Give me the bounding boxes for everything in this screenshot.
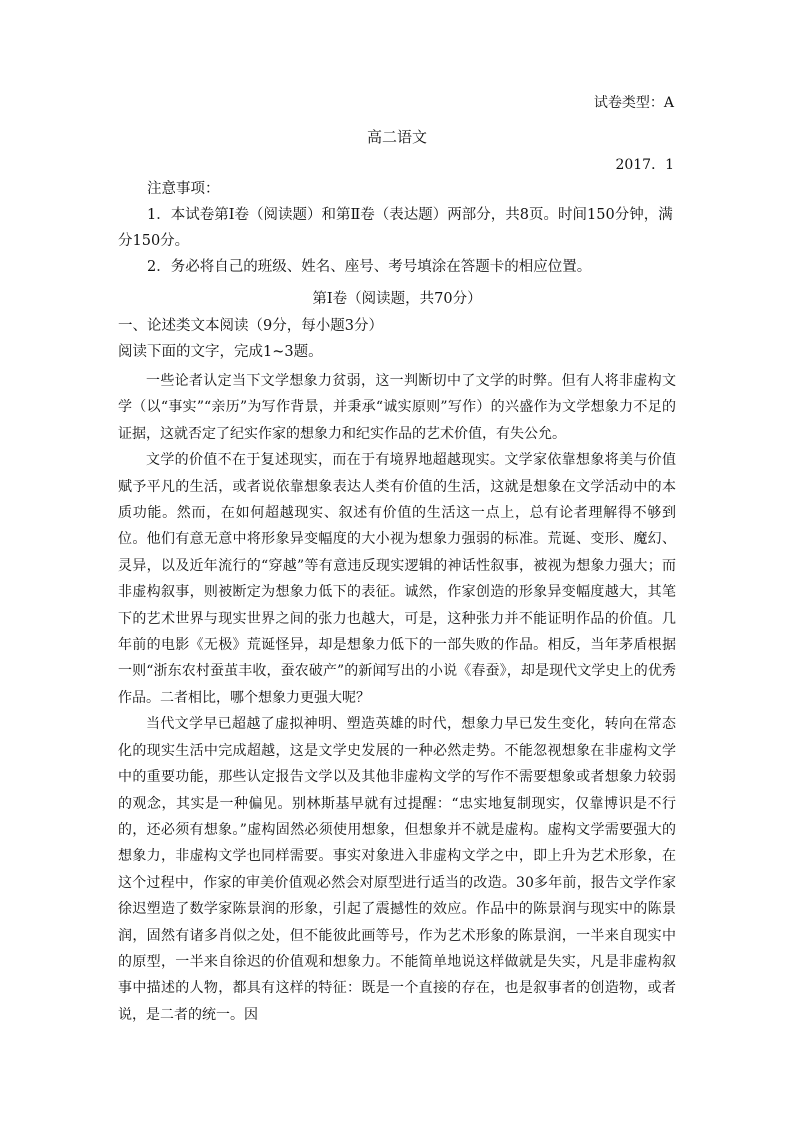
notes-block bbox=[118, 176, 676, 280]
reading-passage bbox=[118, 368, 676, 1028]
notes-heading: 注意事项： bbox=[147, 181, 220, 197]
part-title: 第Ⅰ卷（阅读题，共70分） bbox=[312, 291, 482, 307]
passage-paragraph-2: 文学的价值不在于复述现实，而在于有境界地超越现实。文学家依靠想象将美与价值赋予平凡的生活，或者说依靠想象表达人类有价值的生活，这就是想象在文学活动中的本质功能。然而，在如何超越现实、叙述有价值的生活这一点上，总有论者理解得不够到位。他们有意无意中将形象异变幅度的大小视为想象力强弱的标准。荒诞、变形、魔幻、灵异，以及近年流行的“穿越”等有意违反现实逻辑的神话性叙事，被视为想象力强大；而非虚构叙事，则被断定为想象力低下的表征。诚然，作家创造的形象异变幅度越大，其笔下的艺术世界与现实世界之间的张力也越大，可是，这种张力并不能证明作品的价值。几年前的电影《无极》荒诞怪异，却是想象力低下的一部失败的作品。相反，当年茅盾根据一则“浙东农村蚕茧丰收，蚕农破产”的新闻写出的小说《春蚕》，却是现代文学史上的优秀作品。二者相比，哪个想象力更强大呢？ bbox=[118, 452, 676, 706]
page-title: 高二语文 bbox=[366, 128, 427, 146]
passage-paragraph-1: 一些论者认定当下文学想象力贫弱，这一判断切中了文学的时弊。但有人将非虚构文学（以“事实”“亲历”为写作背景，并秉承“诚实原则”写作）的兴盛作为文学想象力不足的证据，这就否定了纪实作家的想象力和纪实作品的艺术价值，有失公允。 bbox=[118, 373, 676, 442]
section-instruction: 阅读下面的文字，完成1~3题。 bbox=[118, 344, 323, 360]
exam-date: 2017．1 bbox=[615, 157, 674, 173]
notes-item-1: 1．本试卷第Ⅰ卷（阅读题）和第Ⅱ卷（表达题）两部分，共8页。时间150分钟，满分150分。 bbox=[118, 207, 673, 249]
notes-item-2: 2．务必将自己的班级、姓名、座号、考号填涂在答题卡的相应位置。 bbox=[147, 259, 592, 275]
passage-paragraph-3: 当代文学早已超越了虚拟神明、塑造英雄的时代，想象力早已发生变化，转向在常态化的现实生活中完成超越，这是文学史发展的一种必然走势。不能忽视想象在非虚构文学中的重要功能，那些认定报告文学以及其他非虚构文学的写作不需要想象或者想象力较弱的观念，其实是一种偏见。别林斯基早就有过提醒：“忠实地复制现实，仅靠博识是不行的，还必须有想象。”虚构固然必须使用想象，但想象并不就是虚构。虚构文学需要强大的想象力，非虚构文学也同样需要。事实对象进入非虚构文学之中，即上升为艺术形象，在这个过程中，作家的审美价值观必然会对原型进行适当的改造。30多年前，报告文学作家徐迟塑造了数学家陈景润的形象，引起了震撼性的效应。作品中的陈景润与现实中的陈景润，固然有诸多肖似之处，但不能彼此画等号，作为艺术形象的陈景润，一半来自现实中的原型，一半来自徐迟的价值观和想象力。不能简单地说这样做就是失实，凡是非虚构叙事中描述的人物，都具有这样的特征：既是一个直接的存在，也是叙事者的创造物，或者说，是二者的统一。因 bbox=[118, 716, 676, 1023]
exam-type-label: 试卷类型：A bbox=[593, 95, 674, 111]
section-title: 一、论述类文本阅读（9分，每小题3分） bbox=[118, 318, 383, 334]
